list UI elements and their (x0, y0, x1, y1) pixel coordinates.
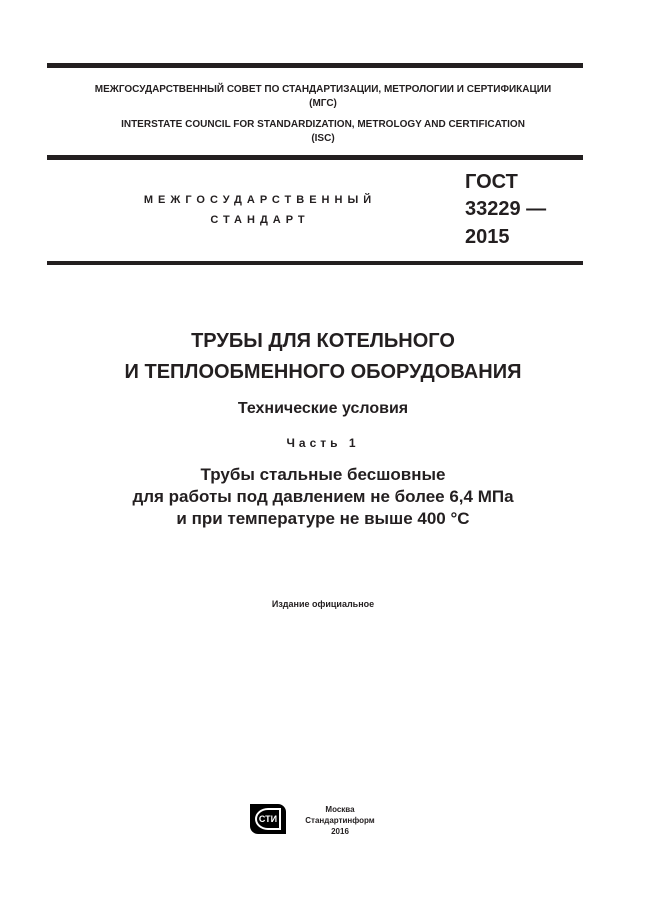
publisher-city: Москва (325, 805, 355, 814)
publisher-logo (250, 804, 286, 834)
publisher-name: Стандартинформ (305, 816, 375, 825)
gost-prefix: ГОСТ (465, 171, 518, 193)
council-ru-abbr: (МГС) (309, 98, 337, 109)
edition-note: Издание официальное (271, 599, 375, 609)
standard-type-line2: СТАНДАРТ (210, 214, 310, 226)
council-en: INTERSTATE COUNCIL FOR STANDARDIZATION, METROLOGY AND CERTIFICATION (121, 119, 525, 130)
council-en-abbr: (ISC) (311, 133, 335, 144)
header-rule (47, 155, 583, 160)
title-line1: ТРУБЫ ДЛЯ КОТЕЛЬНОГО (191, 330, 455, 352)
publisher-year: 2016 (331, 827, 349, 836)
publisher-logo-text: СТИ (258, 814, 278, 824)
top-rule (47, 63, 583, 68)
title-line2: И ТЕПЛООБМЕННОГО ОБОРУДОВАНИЯ (124, 361, 522, 383)
part-title-2: для работы под давлением не более 6,4 МПа (132, 487, 514, 506)
standard-type-line1: МЕЖГОСУДАРСТВЕННЫЙ (143, 194, 377, 206)
gost-year: 2015 (465, 226, 510, 248)
part-title-1: Трубы стальные бесшовные (200, 465, 446, 484)
council-ru: МЕЖГОСУДАРСТВЕННЫЙ СОВЕТ ПО СТАНДАРТИЗАЦИИ, МЕТРОЛОГИИ И СЕРТИФИКАЦИИ (94, 84, 552, 95)
part-title-3: и при температуре не выше 400 °С (176, 509, 470, 528)
gost-number: 33229 — (465, 198, 547, 220)
standard-rule (47, 261, 583, 265)
subtitle: Технические условия (237, 400, 409, 417)
publisher-info (295, 804, 385, 837)
part-label: Часть 1 (286, 436, 360, 450)
